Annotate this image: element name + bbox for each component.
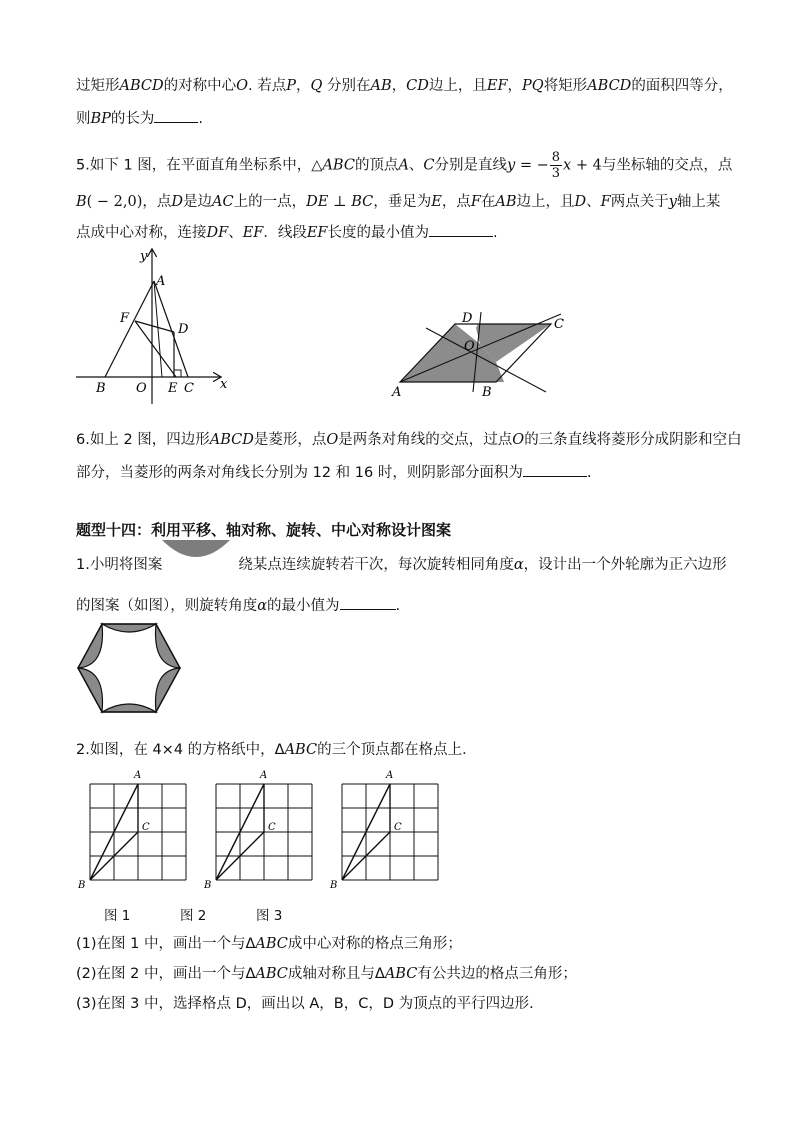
label-x: x xyxy=(220,377,228,392)
label-c: C xyxy=(268,822,276,833)
label-a: A xyxy=(134,770,142,781)
answer-blank[interactable] xyxy=(429,222,493,237)
q5-line-2: B( − 2,0)，点D是边AC上的一点，DE ⊥ BC，垂足为E，点F在AB边上，且D、F两点关于y轴上某 xyxy=(76,194,721,210)
figure-2-rhombus xyxy=(386,306,576,400)
fraction: $\frac{8}{3}$ xyxy=(551,150,561,181)
grid-figures xyxy=(76,766,456,890)
label-a: A xyxy=(386,770,394,781)
label-a2: A xyxy=(392,385,402,400)
label-e: E xyxy=(168,381,178,396)
sub-question-3: (3)在图 3 中，选择格点 D，画出以 A，B，C，D 为顶点的平行四边形. xyxy=(76,996,534,1012)
label-c: C xyxy=(394,822,402,833)
sub-question-2: (2)在图 2 中，画出一个与ΔABC成轴对称且与ΔABC有公共边的格点三角形； xyxy=(76,966,577,982)
caption-fig-3: 图 3 xyxy=(256,908,283,924)
caption-fig-2: 图 2 xyxy=(180,908,207,924)
q2-line-1: 2.如图，在 4×4 的方格纸中，ΔABC的三个顶点都在格点上． xyxy=(76,742,477,758)
label-a: A xyxy=(260,770,268,781)
figure-1-coordinate-triangle xyxy=(70,244,240,404)
q1-line-1: 1.小明将图案 绕某点连续旋转若干次，每次旋转相同角度α，设计出一个外轮廓为正六边形 xyxy=(76,557,727,573)
segment-ao xyxy=(154,281,162,377)
q6-line-2: 部分，当菱形的两条对角线长分别为 12 和 16 时，则阴影部分面积为 . xyxy=(76,462,591,483)
label-c: C xyxy=(142,822,150,833)
sub-question-1: (1)在图 1 中，画出一个与ΔABC成中心对称的格点三角形； xyxy=(76,936,462,952)
answer-blank[interactable] xyxy=(154,108,198,123)
hexagon-pattern-figure xyxy=(74,618,184,718)
q5-line-1: 5.如下 1 图，在平面直角坐标系中，△ABC的顶点A、C分别是直线y = − $\frac{8}{3}$ x + 4与坐标轴的交点，点 xyxy=(76,150,733,181)
caption-fig-1: 图 1 xyxy=(104,908,131,924)
label-b: B xyxy=(204,880,212,890)
label-d2: D xyxy=(462,311,473,326)
section-title: 题型十四：利用平移、轴对称、旋转、中心对称设计图案 xyxy=(76,521,452,539)
label-y: y xyxy=(140,249,148,264)
label-c: C xyxy=(184,381,194,396)
label-a: A xyxy=(156,274,166,289)
answer-blank[interactable] xyxy=(340,595,396,610)
answer-blank[interactable] xyxy=(523,462,587,477)
q5-line-3: 点成中心对称，连接DF、EF．线段EF长度的最小值为 . xyxy=(76,222,498,243)
segment-ab xyxy=(105,281,154,377)
label-b: B xyxy=(330,880,338,890)
label-b: B xyxy=(78,880,86,890)
label-d: D xyxy=(178,322,189,337)
q1-line-2: 的图案（如图），则旋转角度α的最小值为 . xyxy=(76,595,400,616)
text-line-2: 则BP的长为 . xyxy=(76,108,203,129)
label-o2: O xyxy=(464,339,475,354)
label-c2: C xyxy=(554,317,564,332)
label-f: F xyxy=(120,311,130,326)
label-o: O xyxy=(136,381,147,396)
label-b: B xyxy=(96,381,106,396)
label-b2: B xyxy=(482,385,492,400)
q6-line-1: 6.如上 2 图，四边形ABCD是菱形，点O是两条对角线的交点，过点O的三条直线将菱形分成阴影和空白 xyxy=(76,432,742,448)
segment-fe xyxy=(135,321,176,377)
text-line-1: 过矩形ABCD的对称中心O. 若点P，Q 分别在AB，CD边上，且EF，PQ将矩形ABCD的面积四等分， xyxy=(76,78,733,94)
hexagon-outline xyxy=(78,624,180,712)
